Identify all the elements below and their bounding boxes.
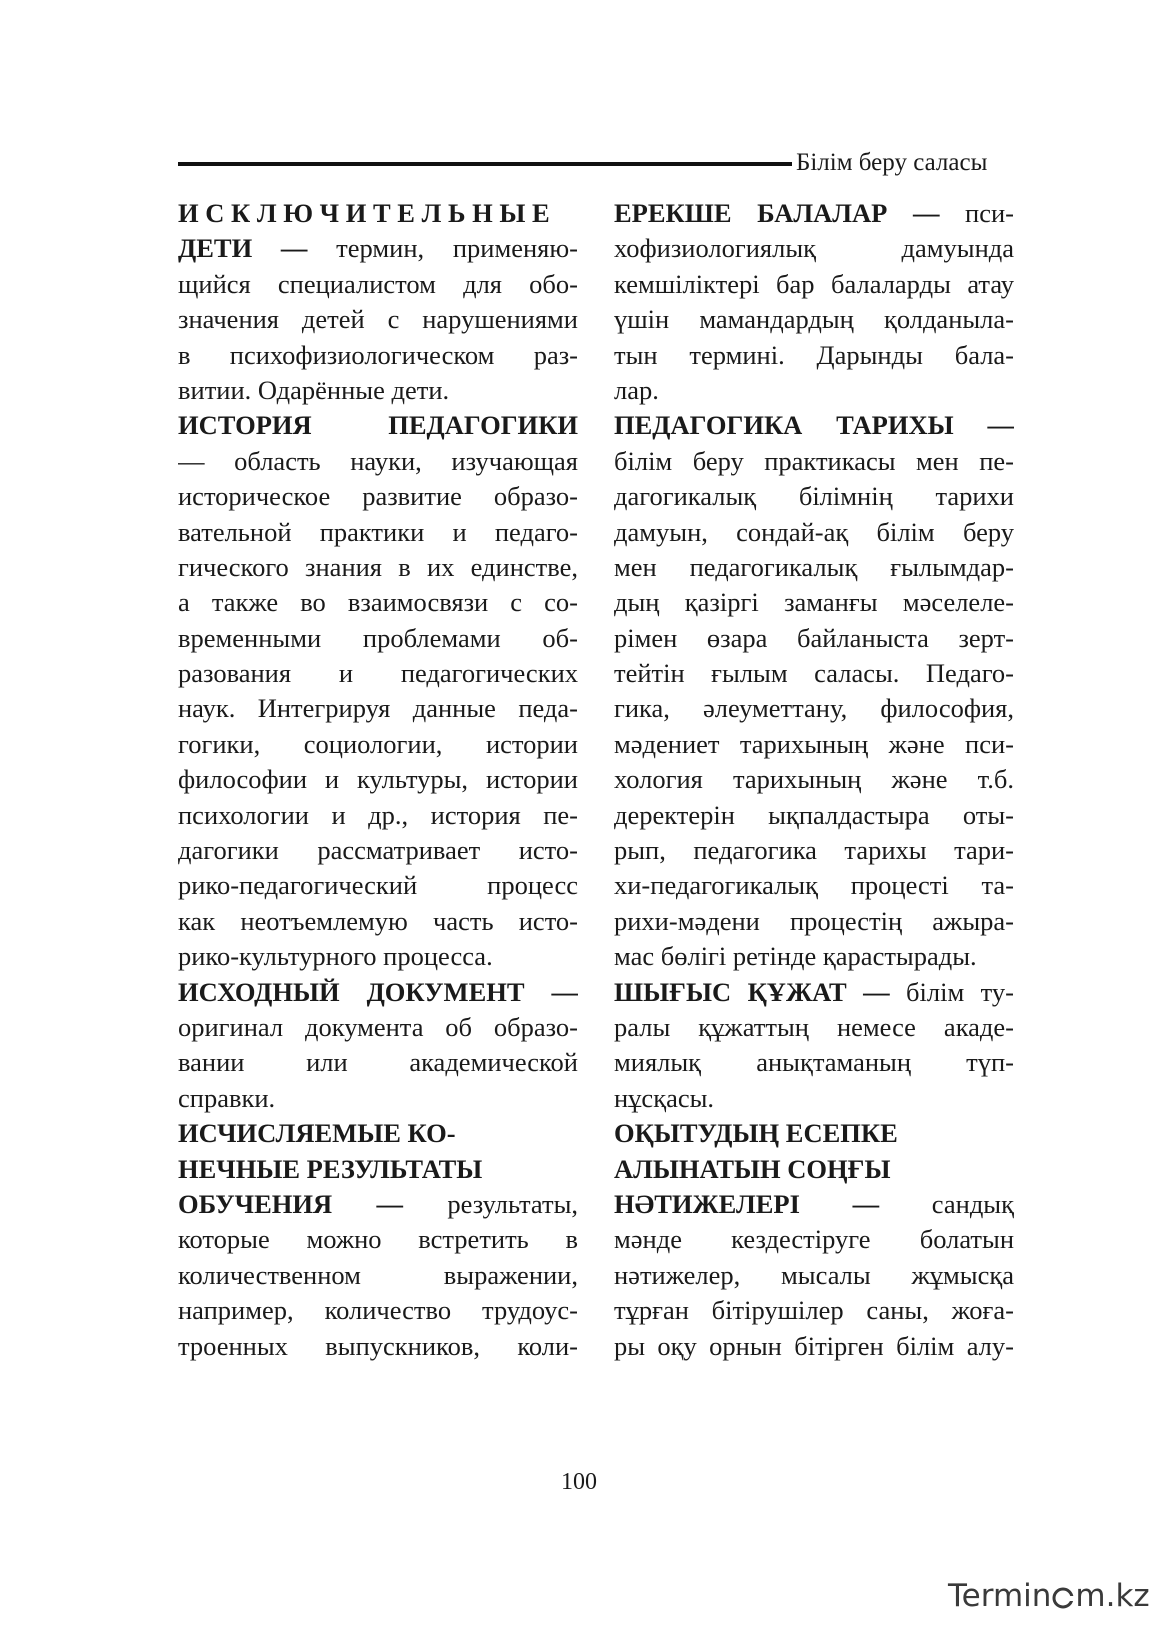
definition-text: историческое развитие образо-: [178, 481, 578, 512]
text-line: [178, 975, 578, 1010]
term-heading: ИСТОРИЯ ПЕДАГОГИКИ: [178, 410, 578, 441]
definition-text: результаты,: [403, 1188, 578, 1219]
definition-text: пси-: [939, 198, 1014, 228]
text-line: [178, 939, 578, 974]
text-line: [614, 1187, 1014, 1222]
text-line: [178, 444, 578, 479]
term-heading: ИСХОДНЫЙ ДОКУМЕНТ —: [178, 976, 578, 1007]
term-heading: ДЕТИ —: [178, 233, 308, 264]
text-line: [614, 550, 1014, 585]
definition-text: рып, педагогика тарихы тари-: [614, 835, 1014, 866]
definition-text: как неотъемлемую часть исто-: [178, 905, 578, 936]
text-line: [178, 338, 578, 373]
definition-text: білім беру практикасы мен пе-: [614, 445, 1014, 476]
definition-text: значения детей с нарушениями: [178, 304, 578, 335]
text-line: [178, 762, 578, 797]
definition-text: ры оқу орнын бітірген білім алу-: [614, 1330, 1014, 1361]
definition-text: тын термині. Дарынды бала-: [614, 339, 1014, 370]
text-line: [614, 408, 1014, 443]
text-line: [178, 1293, 578, 1328]
definition-text: рімен өзара байланыста зерт-: [614, 622, 1014, 653]
text-line: [178, 727, 578, 762]
term-heading: НЕЧНЫЕ РЕЗУЛЬТАТЫ: [178, 1153, 483, 1184]
definition-text: наук. Интегрируя данные педа-: [178, 693, 578, 724]
definition-text: дың қазіргі заманғы мәселеле-: [614, 587, 1014, 618]
definition-text: деректерін ықпалдастыра оты-: [614, 799, 1014, 830]
definition-text: справки.: [178, 1082, 276, 1113]
text-line: [614, 798, 1014, 833]
definition-text: нәтижелер, мысалы жұмысқа: [614, 1259, 1014, 1290]
text-line: [614, 621, 1014, 656]
term-heading: ШЫҒЫС ҚҰЖАТ —: [614, 976, 890, 1007]
definition-text: психологии и др., история пе-: [178, 799, 578, 830]
definition-text: — область науки, изучающая: [178, 445, 578, 476]
text-line: [178, 868, 578, 903]
text-line: [614, 479, 1014, 514]
text-line: [614, 444, 1014, 479]
definition-text: сандық: [879, 1188, 1014, 1219]
definition-text: в психофизиологическом раз-: [178, 339, 578, 370]
text-line: [614, 727, 1014, 762]
text-line: [178, 585, 578, 620]
text-line: [178, 373, 578, 408]
definition-text: троенных выпускников, коли-: [178, 1330, 578, 1361]
text-line: [614, 338, 1014, 373]
term-heading: ОБУЧЕНИЯ —: [178, 1188, 404, 1219]
definition-text: тейтін ғылым саласы. Педаго-: [614, 658, 1014, 689]
text-line: [178, 1187, 578, 1222]
definition-text: философии и культуры, истории: [178, 764, 578, 795]
definition-text: мәдениет тарихының және пси-: [614, 728, 1014, 759]
text-line: [178, 656, 578, 691]
text-line: [178, 196, 578, 231]
text-line: [178, 408, 578, 443]
section-title: Білім беру саласы: [796, 149, 988, 176]
definition-text: гика, әлеуметтану, философия,: [614, 693, 1014, 724]
text-line: [614, 196, 1014, 231]
definition-text: временными проблемами об-: [178, 622, 578, 653]
definition-text: кемшіліктері бар балаларды атау: [614, 268, 1014, 299]
text-line: [178, 302, 578, 337]
text-line: [614, 868, 1014, 903]
text-line: [178, 550, 578, 585]
text-line: [614, 975, 1014, 1010]
text-line: [614, 373, 1014, 408]
definition-text: мәнде кездестіруге болатын: [614, 1224, 1014, 1255]
text-line: [178, 1222, 578, 1257]
text-line: [178, 691, 578, 726]
text-line: [178, 1010, 578, 1045]
text-line: [178, 1258, 578, 1293]
header-rule: [178, 162, 792, 166]
text-line: [614, 904, 1014, 939]
text-line: [614, 833, 1014, 868]
text-line: [614, 267, 1014, 302]
text-line: [614, 1293, 1014, 1328]
text-line: [614, 1222, 1014, 1257]
text-line: [614, 1045, 1014, 1080]
definition-text: оригинал документа об образо-: [178, 1011, 578, 1042]
definition-text: ралы құжаттың немесе акаде-: [614, 1011, 1014, 1042]
text-line: [614, 939, 1014, 974]
term-heading: ИСЧИСЛЯЕМЫЕ КО-: [178, 1118, 456, 1149]
text-line: [178, 515, 578, 550]
definition-text: вании или академической: [178, 1047, 578, 1078]
definition-text: мас бөлігі ретінде қарастырады.: [614, 941, 977, 972]
definition-text: рико-педагогический процесс: [178, 870, 578, 901]
definition-text: хофизиологиялық дамуында: [614, 233, 1014, 264]
text-line: [614, 302, 1014, 337]
definition-text: витии. Одарённые дети.: [178, 374, 450, 405]
text-line: [178, 1081, 578, 1116]
definition-text: гического знания в их единстве,: [178, 551, 578, 582]
definition-text: которые можно встретить в: [178, 1224, 578, 1255]
definition-text: рико-культурного процесса.: [178, 941, 493, 972]
definition-text: лар.: [614, 374, 659, 405]
definition-text: вательной практики и педаго-: [178, 516, 578, 547]
definition-text: гогики, социологии, истории: [178, 728, 578, 759]
text-line: [614, 1010, 1014, 1045]
text-line: [614, 585, 1014, 620]
watermark-text-start: Termin: [948, 1578, 1052, 1614]
definition-text: мен педагогикалық ғылымдар-: [614, 551, 1014, 582]
text-line: [614, 231, 1014, 266]
definition-text: дамуын, сондай-ақ білім беру: [614, 516, 1014, 547]
text-line: [178, 621, 578, 656]
term-heading: ЕРЕКШЕ БАЛАЛАР —: [614, 198, 940, 228]
page-number: 100: [561, 1469, 597, 1495]
text-line: [178, 833, 578, 868]
text-line: [614, 1081, 1014, 1116]
text-line: [178, 1045, 578, 1080]
circle-logo-icon: [1051, 1572, 1075, 1620]
definition-text: білім ту-: [889, 976, 1014, 1007]
definition-text: дагогики рассматривает исто-: [178, 835, 578, 866]
text-line: [178, 1152, 578, 1187]
text-line: [614, 762, 1014, 797]
term-heading: АЛЫНАТЫН СОҢҒЫ: [614, 1153, 891, 1184]
definition-text: количественном выражении,: [178, 1259, 578, 1290]
text-line: [178, 231, 578, 266]
definition-text: миялық анықтаманың түп-: [614, 1047, 1014, 1078]
definition-text: хи-педагогикалық процесті та-: [614, 870, 1014, 901]
definition-text: нұсқасы.: [614, 1082, 715, 1113]
definition-text: например, количество трудоус-: [178, 1295, 578, 1326]
text-line: [178, 1329, 578, 1364]
definition-text: дагогикалық білімнің тарихи: [614, 481, 1014, 512]
definition-text: хология тарихының және т.б.: [614, 764, 1014, 795]
term-heading: ПЕДАГОГИКА ТАРИХЫ —: [614, 410, 1014, 441]
definition-text: рихи-мәдени процестің ажыра-: [614, 905, 1014, 936]
definition-text: тұрған бітірушілер саны, жоға-: [614, 1295, 1014, 1326]
text-line: [614, 1258, 1014, 1293]
definition-text: разования и педагогических: [178, 658, 578, 689]
term-heading: И С К Л Ю Ч И Т Е Л Ь Н Ы Е: [178, 198, 550, 228]
text-line: [614, 691, 1014, 726]
right-column: [614, 196, 1014, 1364]
text-line: [178, 798, 578, 833]
text-line: [178, 1116, 578, 1151]
text-line: [614, 1116, 1014, 1151]
term-heading: НӘТИЖЕЛЕРІ —: [614, 1188, 880, 1219]
definition-text: а также во взаимосвязи с со-: [178, 587, 578, 618]
text-line: [614, 1152, 1014, 1187]
text-line: [614, 515, 1014, 550]
text-line: [178, 904, 578, 939]
text-line: [614, 1329, 1014, 1364]
left-column: [178, 196, 578, 1364]
text-line: [178, 267, 578, 302]
definition-text: щийся специалистом для обо-: [178, 268, 578, 299]
definition-text: термин, применяю-: [307, 233, 578, 264]
text-line: [614, 656, 1014, 691]
definition-text: үшін мамандардың қолданыла-: [614, 304, 1014, 335]
watermark-logo[interactable]: [948, 1572, 1148, 1620]
term-heading: ОҚЫТУДЫҢ ЕСЕПКЕ: [614, 1118, 898, 1149]
watermark-text-end: m.kz: [1075, 1578, 1150, 1614]
text-line: [178, 479, 578, 514]
